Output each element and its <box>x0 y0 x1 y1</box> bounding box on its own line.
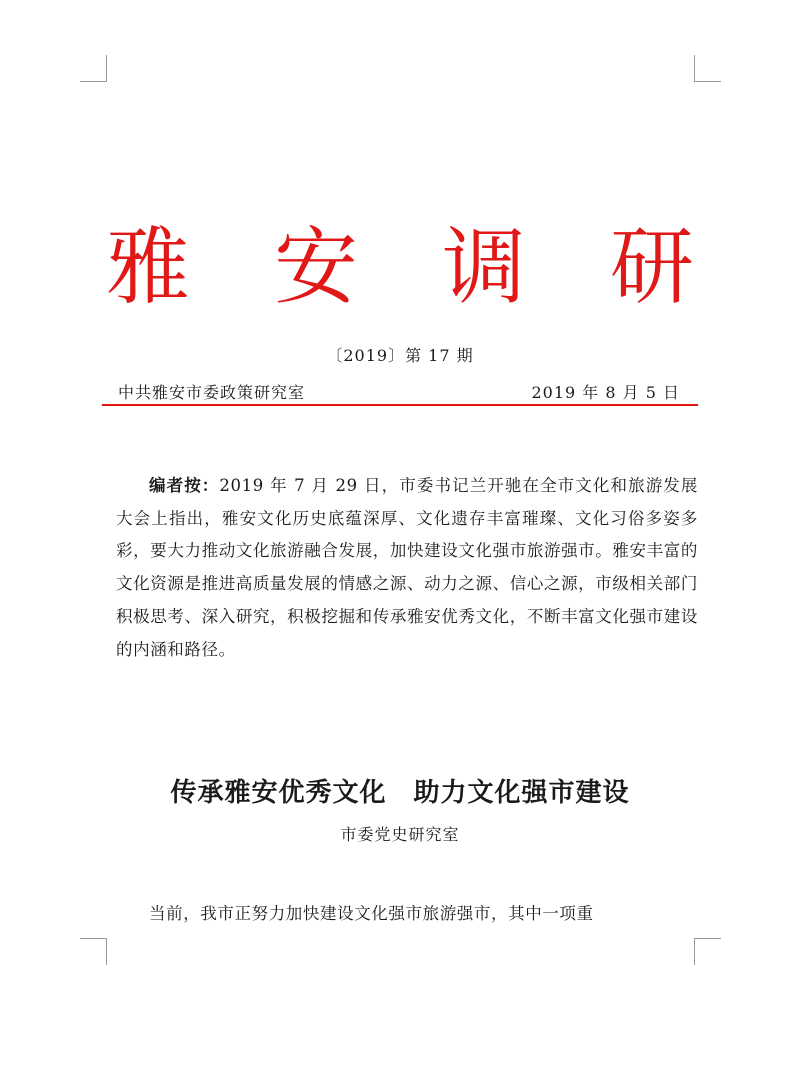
editor-note-text: 2019 年 7 月 29 日，市委书记兰开驰在全市文化和旅游发展大会上指出，雅安文化历史底蕴深厚、文化遗存丰富璀璨、文化习俗多姿多彩，要大力推动文化旅游融合发展，加快建设文化强市旅游强市。雅安丰富的文化资源是推进高质量发展的情感之源、动力之源、信心之源，市级相关部门积极思考、深入研究，积极挖掘和传承雅安优秀文化，不断丰富文化强市建设的内涵和路径。 <box>116 476 698 659</box>
masthead-char: 安 <box>273 218 358 316</box>
masthead-char: 调 <box>441 218 526 316</box>
editor-note <box>116 470 698 666</box>
article-author: 市委党史研究室 <box>340 825 460 844</box>
crop-mark-bottom-left <box>80 938 107 965</box>
publisher-row <box>118 380 680 403</box>
masthead-char: 研 <box>609 218 694 316</box>
publisher: 中共雅安市委政策研究室 <box>118 383 306 402</box>
masthead-char: 雅 <box>105 218 190 316</box>
publish-date: 2019 年 8 月 5 日 <box>531 383 680 402</box>
issue-number: 〔2019〕第 17 期 <box>326 346 474 365</box>
crop-mark-top-right <box>694 55 721 82</box>
article-title: 传承雅安优秀文化 助力文化强市建设 <box>170 778 630 808</box>
article-body-first-line: 当前，我市正努力加快建设文化强市旅游强市，其中一项重 <box>149 904 594 923</box>
masthead-title <box>100 212 700 322</box>
editor-note-label: 编者按： <box>149 476 220 495</box>
crop-mark-bottom-right <box>694 938 721 965</box>
red-divider-line <box>102 404 698 406</box>
crop-mark-top-left <box>80 55 107 82</box>
